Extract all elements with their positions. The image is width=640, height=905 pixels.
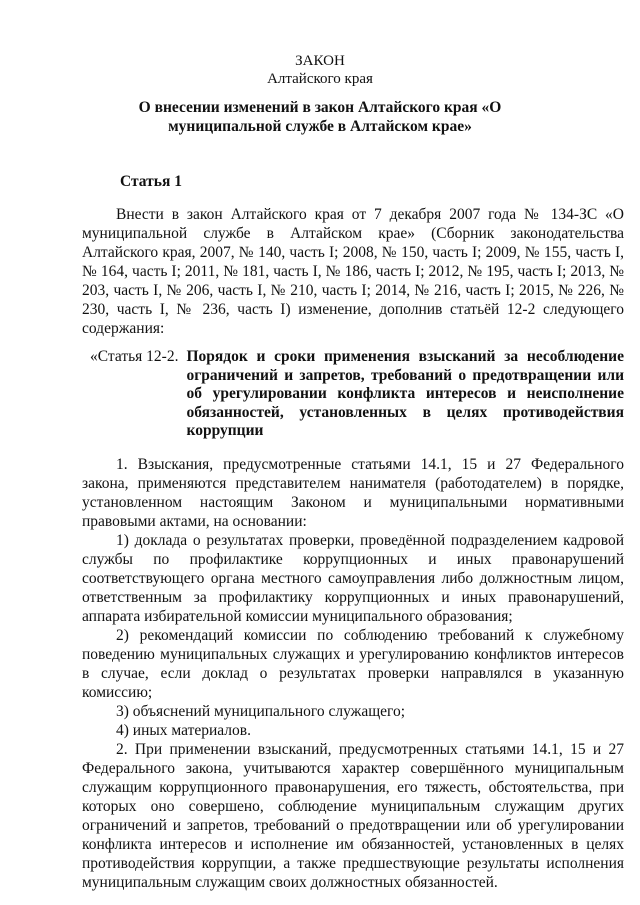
article-1-intro-text: Внести в закон Алтайского края от 7 декабря 2007 года № 134-ЗС «О муниципальной службе в Алтайском крае» (Сборник законодательства Алтайского края, 2007, № 140, часть I; 2008, № 150, часть I; 2009, № 155, часть I, № 164, часть I; 2011, № 181, часть I, № 186, часть I; 2012, № 195, часть I; 2013, № 203, часть I, № 206, часть I, № 210, часть I; 2014, № 216, часть I; 2015, № 226, № 230, часть I, № 236, часть I) изменение, дополнив статьёй 12-2 следующего содержания: bbox=[82, 206, 624, 337]
list-item: 2) рекомендаций комиссии по соблюдению требований к служебному поведению муниципальных служащих и урегулированию конфликтов интересов в случае, если доклад о результатах проверки направлялся в указанную комиссию; bbox=[82, 627, 624, 701]
article-1-intro bbox=[82, 205, 624, 338]
region-label: Алтайского края bbox=[267, 71, 373, 87]
list-item: 4) иных материалов. bbox=[116, 722, 251, 739]
list-item: 3) объяснений муниципального служащего; bbox=[116, 703, 406, 720]
section-1-text: 1. Взыскания, предусмотренные статьями 14.1, 15 и 27 Федерального закона, применяются представителем нанимателя (работодателем) в порядке, установленном настоящим Законом и муниципальными нормативными правовыми актами, на основании: bbox=[82, 456, 624, 530]
list-item: 1) доклада о результатах проверки, проведённой подразделением кадровой службы по профилактике коррупционных и иных правонарушений соответствующего органа местного самоуправления либо должностным лицом, ответственным за профилактику коррупционных и иных правонарушений, аппарата избирательной комиссии муниципального образования; bbox=[82, 532, 624, 625]
article-12-2-title: Порядок и сроки применения взысканий за несоблюдение ограничений и запретов, требований о предотвращении или об урегулировании конфликта интересов и неисполнение обязанностей, установленных в целях противодействия коррупции bbox=[186, 348, 624, 439]
article-12-2-heading bbox=[90, 348, 624, 441]
document-title: О внесении изменений в закон Алтайского края «О муниципальной службе в Алтайском крае» bbox=[138, 99, 502, 135]
article-12-2-number: «Статья 12-2. bbox=[90, 348, 179, 365]
section-2-text: 2. При применении взысканий, предусмотренных статьями 14.1, 15 и 27 Федерального закона, учитываются характер совершённого муниципальным служащим коррупционного правонарушения, его тяжесть, обстоятельства, при которых оно совершено, соблюдение муниципальным служащим других ограничений и запретов, требований о предотвращении или об урегулировании конфликта интересов и исполнение им обязанностей, установленных в целях противодействия коррупции, а также предшествующие результаты исполнения муниципальным служащим своих должностных обязанностей. bbox=[82, 741, 624, 891]
article-1-heading: Статья 1 bbox=[120, 173, 182, 190]
law-label: ЗАКОН bbox=[295, 53, 345, 69]
article-body bbox=[82, 455, 624, 892]
